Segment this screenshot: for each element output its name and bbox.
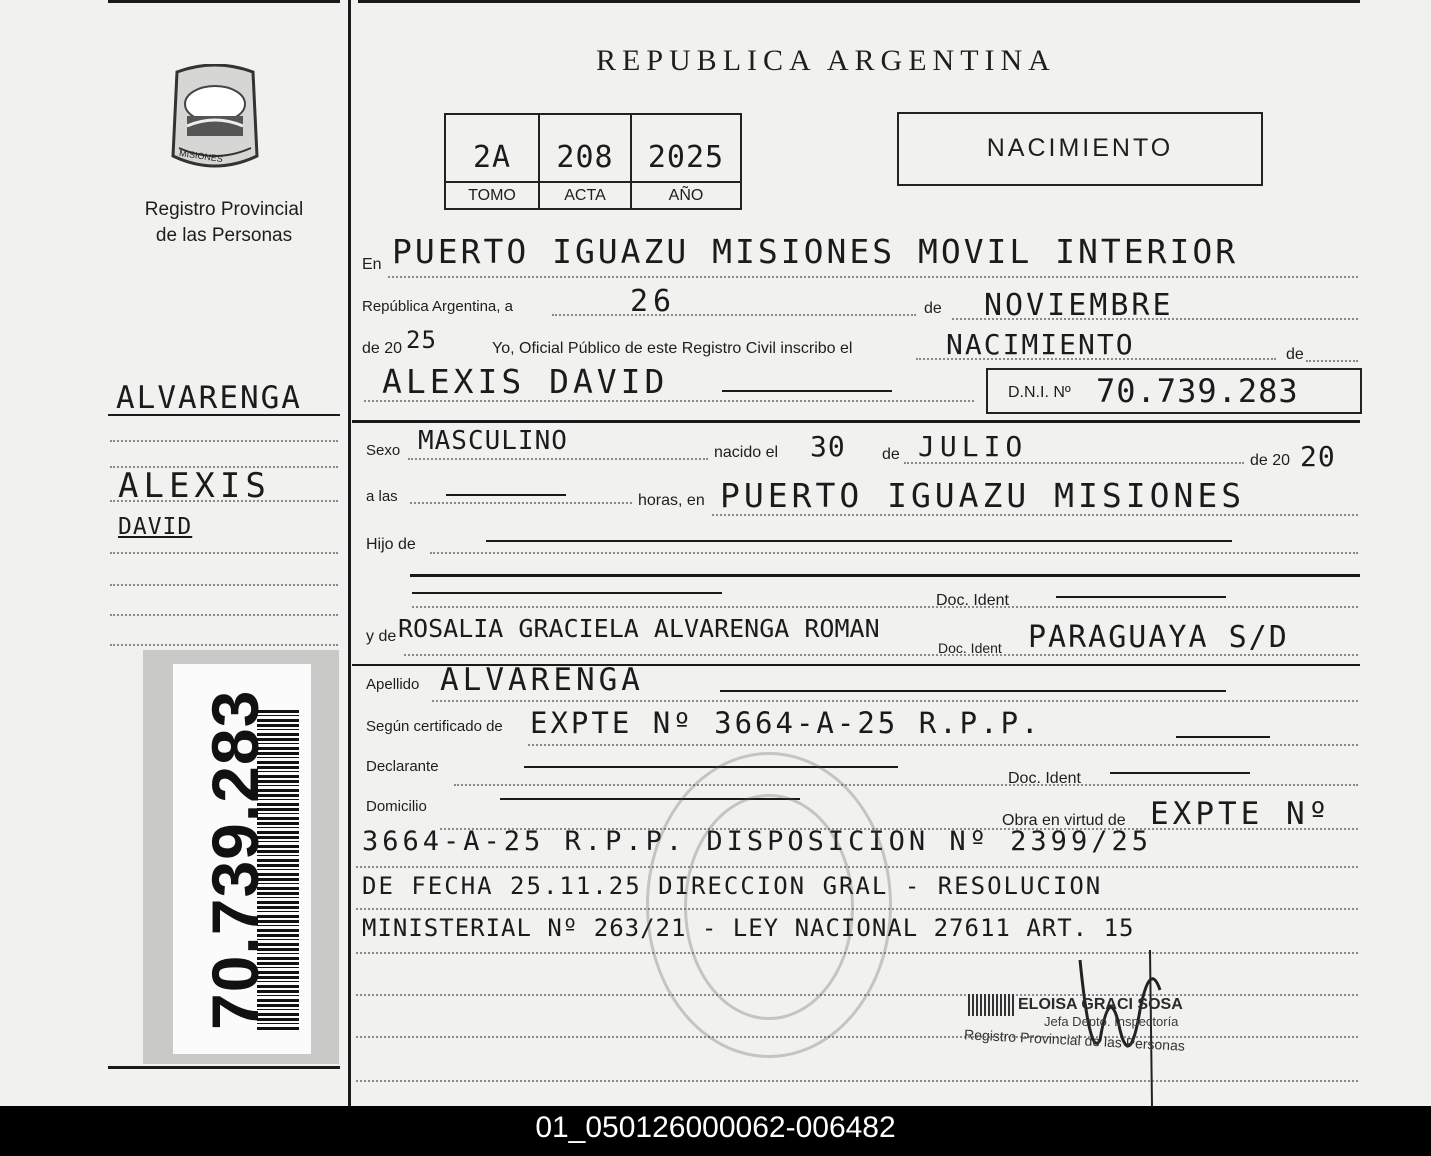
top-border-left	[108, 0, 340, 3]
en-label: En	[362, 256, 382, 273]
form-line	[432, 700, 1358, 702]
form-rule	[410, 574, 1360, 577]
de-label-3: de	[882, 446, 900, 463]
acta-label: ACTA	[538, 181, 632, 210]
signatory-name: ELOISA GRACI SOSA	[1018, 996, 1183, 1013]
birth-place-value: PUERTO IGUAZU MISIONES	[720, 476, 1246, 515]
birth-year-suffix-value: 20	[1300, 440, 1336, 473]
de20-label: de 20	[362, 340, 403, 357]
name-value: ALEXIS DAVID	[382, 362, 669, 401]
acto-value: NACIMIENTO	[946, 328, 1135, 361]
seal-label: MISIONES	[178, 147, 224, 165]
dni-sticker	[143, 650, 339, 1064]
domicilio-label: Domicilio	[366, 798, 427, 815]
dni-label: D.N.I. Nº	[1008, 384, 1071, 401]
month-value: NOVIEMBRE	[984, 288, 1174, 323]
dash-line	[1056, 596, 1226, 598]
form-line	[1306, 360, 1358, 362]
section-rule	[352, 420, 1360, 423]
observation-line-2: DE FECHA 25.11.25 DIRECCION GRAL - RESOLUCION	[362, 872, 1103, 900]
form-line	[430, 552, 1358, 554]
birth-month-value: JULIO	[918, 430, 1028, 463]
mother-doc-value: PARAGUAYA S/D	[1028, 620, 1289, 655]
official-round-stamp-inner-icon	[684, 794, 854, 1020]
dash-line	[1176, 736, 1270, 738]
observation-line-3: MINISTERIAL Nº 263/21 - LEY NACIONAL 27611 ART. 15	[362, 914, 1135, 942]
dni-value: 70.739.283	[1096, 372, 1299, 410]
signatory-office: Registro Provincial de las Personas	[963, 1026, 1186, 1054]
horas-label: horas, en	[638, 492, 705, 509]
form-line	[408, 458, 708, 460]
form-line	[904, 462, 1244, 464]
dash-line	[412, 592, 722, 594]
margin-line	[110, 440, 338, 442]
doc-ident-label: Doc. Ident	[936, 592, 1009, 609]
anio-label: AÑO	[630, 181, 742, 210]
margin-line	[110, 644, 338, 646]
de20-label-2: de 20	[1250, 452, 1291, 469]
hijo-label: Hijo de	[366, 536, 416, 553]
sexo-value: MASCULINO	[418, 426, 568, 456]
dni-box	[986, 368, 1362, 414]
doc-ident-label-3: Doc. Ident	[1008, 770, 1081, 787]
obra-value: EXPTE Nº	[1150, 796, 1332, 832]
form-line	[712, 514, 1358, 516]
dash-line	[720, 690, 1226, 692]
form-line	[952, 318, 1358, 320]
registry-name-line1: Registro Provincial	[144, 199, 304, 220]
alas-label: a las	[366, 488, 398, 505]
certificado-value: EXPTE Nº 3664-A-25 R.P.P.	[530, 706, 1042, 740]
declarante-label: Declarante	[366, 758, 439, 775]
form-line	[916, 358, 1276, 360]
nacido-label: nacido el	[714, 444, 779, 461]
dash-line	[1110, 772, 1250, 774]
birth-day-value: 30	[810, 430, 846, 463]
dash-line	[722, 390, 892, 392]
signature-stamp	[964, 994, 1234, 1074]
act-type-label: NACIMIENTO	[986, 134, 1174, 162]
registry-name-line2: de las Personas	[155, 225, 293, 246]
margin-given-name-2: DAVID	[118, 514, 193, 540]
dash-line	[486, 540, 1232, 542]
form-line	[528, 744, 1358, 746]
margin-given-name-1: ALEXIS	[118, 466, 271, 506]
de-label: de	[924, 300, 942, 317]
form-line	[454, 784, 1358, 786]
dash-line	[446, 494, 566, 496]
dash-line	[524, 766, 898, 768]
margin-line	[110, 614, 338, 616]
act-type-box	[897, 112, 1263, 186]
dni-vertical-number: 70.739.283	[198, 689, 272, 1030]
form-line	[364, 400, 974, 402]
margin-rule	[108, 1066, 340, 1069]
acta-value: 208	[538, 113, 632, 183]
apellido-value: ALVARENGA	[440, 662, 644, 698]
signatory-title: Jefa Depto. Inspectoría	[1044, 1014, 1179, 1029]
vertical-divider	[348, 0, 351, 1106]
place-value: PUERTO IGUAZU MISIONES MOVIL INTERIOR	[392, 232, 1239, 271]
form-line	[356, 1080, 1358, 1082]
republica-label: República Argentina, a	[362, 298, 513, 315]
scan-footer	[0, 1106, 1431, 1156]
country-title: REPUBLICA ARGENTINA	[596, 44, 1056, 77]
form-line	[410, 502, 632, 504]
day-value: 26	[630, 284, 677, 319]
form-line	[412, 606, 1358, 608]
form-line	[552, 314, 916, 316]
anio-value: 2025	[630, 113, 742, 183]
year-suffix-value: 25	[406, 326, 437, 354]
de-label-2: de	[1286, 346, 1304, 363]
margin-surname: ALVARENGA	[116, 380, 302, 416]
sexo-label: Sexo	[366, 442, 401, 459]
mother-value: ROSALIA GRACIELA ALVARENGA ROMAN	[398, 614, 880, 643]
margin-line	[110, 552, 338, 554]
form-line	[404, 654, 1358, 656]
document-code: 01_050126000062-006482	[535, 1111, 896, 1144]
segun-label: Según certificado de	[366, 718, 503, 735]
yde-label: y de	[366, 628, 397, 645]
top-border-right	[358, 0, 1360, 3]
observation-line-1: 3664-A-25 R.P.P. DISPOSICION Nº 2399/25	[362, 826, 1152, 857]
obra-label: Obra en virtud de	[1002, 812, 1126, 829]
apellido-label: Apellido	[366, 676, 420, 693]
tomo-label: TOMO	[444, 181, 540, 210]
form-line	[388, 276, 1358, 278]
oficial-label: Yo, Oficial Público de este Registro Civil inscribo el	[492, 340, 853, 357]
tomo-value: 2A	[444, 113, 540, 183]
doc-ident-label-2: Doc. Ident	[938, 640, 1002, 656]
margin-line	[110, 584, 338, 586]
provincial-seal-icon	[165, 64, 265, 174]
